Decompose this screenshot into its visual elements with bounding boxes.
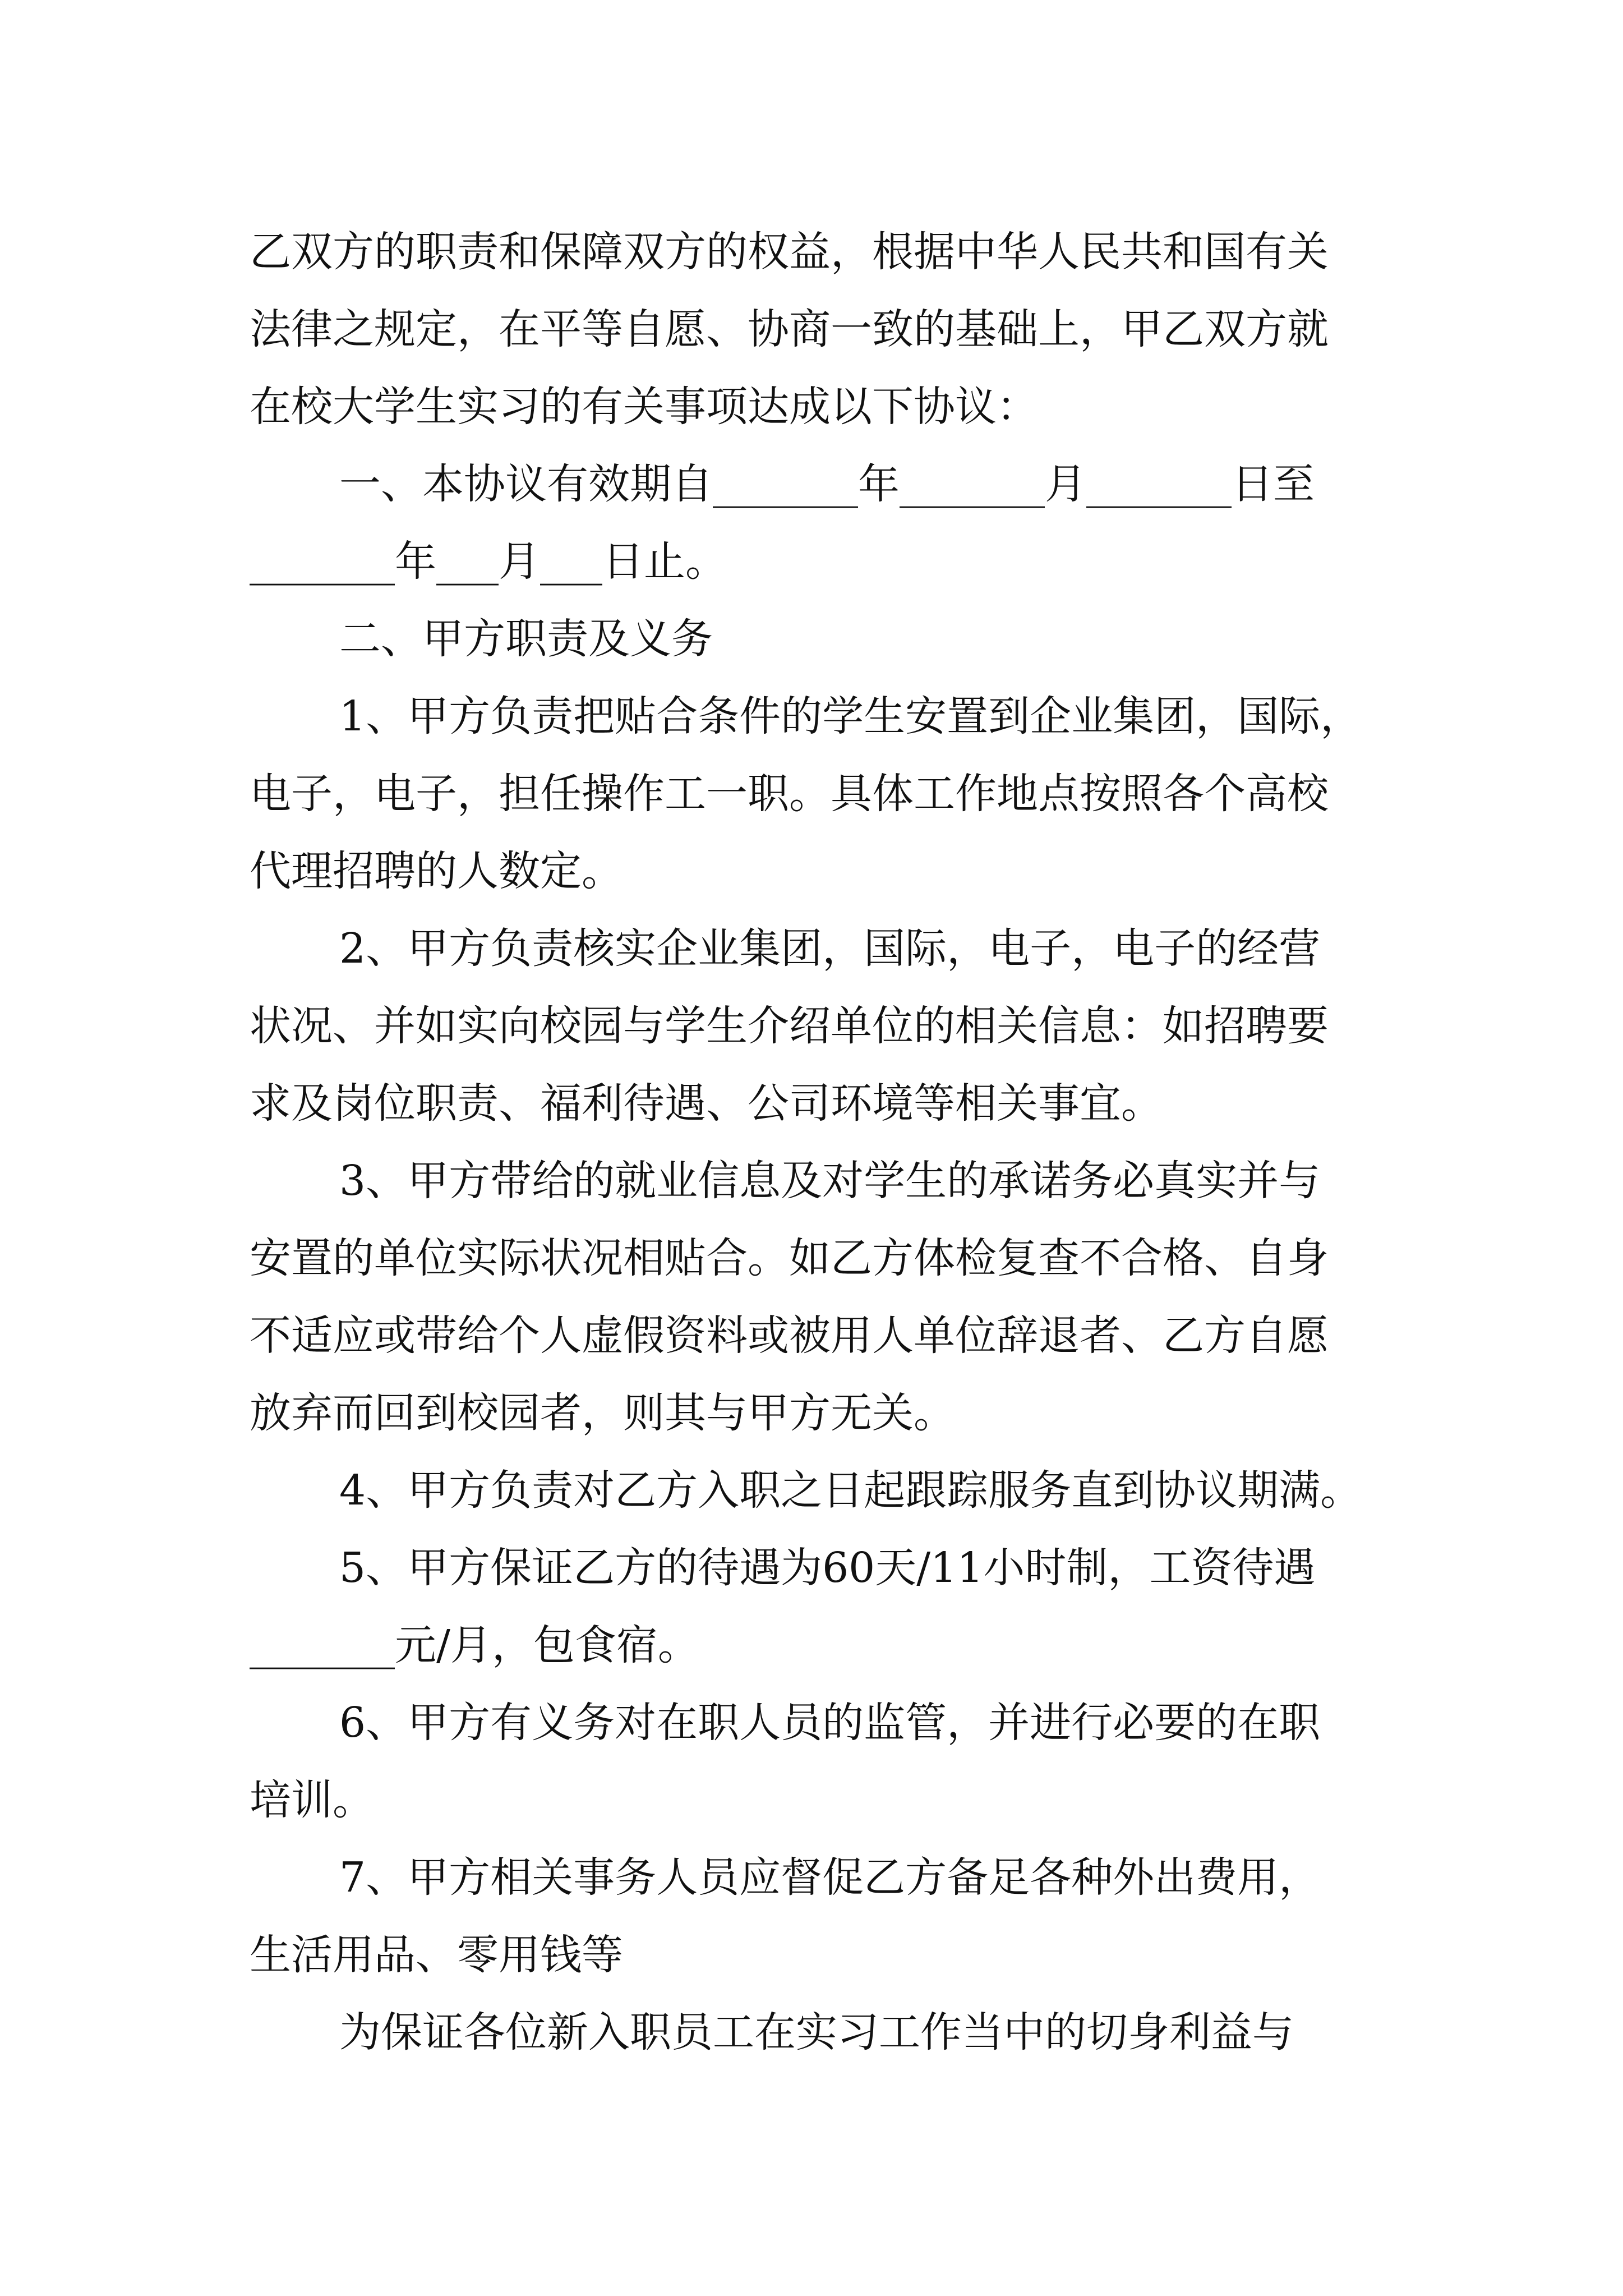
text-line: 为保证各位新入职员工在实习工作当中的切身利益与 (339, 2008, 1294, 2056)
text-line: 生活用品、零用钱等 (250, 1931, 623, 1979)
text-line: 不适应或带给个人虚假资料或被用人单位辞退者、乙方自愿 (250, 1312, 1329, 1360)
text-line: 培训。 (250, 1776, 374, 1824)
text-line: _______年___月___日止。 (250, 537, 727, 586)
text-line: 状况、并如实向校园与学生介绍单位的相关信息：如招聘要 (250, 1002, 1329, 1050)
text-line: 7、甲方相关事务人员应督促乙方备足各种外出费用， (339, 1853, 1321, 1902)
text-line: 一、本协议有效期自_______年_______月_______日至 (339, 460, 1315, 508)
text-line: 法律之规定，在平等自愿、协商一致的基础上，甲乙双方就 (250, 305, 1329, 353)
section-heading: 二、甲方职责及义务 (339, 615, 713, 663)
document-body (250, 213, 1394, 2071)
text-line: 安置的单位实际状况相贴合。如乙方体检复查不合格、自身 (250, 1234, 1329, 1282)
text-line: 4、甲方负责对乙方入职之日起跟踪服务直到协议期满。 (339, 1466, 1362, 1515)
text-line: 1、甲方负责把贴合条件的学生安置到企业集团，国际， (339, 692, 1362, 740)
text-line: 3、甲方带给的就业信息及对学生的承诺务必真实并与 (339, 1157, 1321, 1205)
text-line: 放弃而回到校园者，则其与甲方无关。 (250, 1389, 955, 1437)
text-line: 求及岗位职责、福利待遇、公司环境等相关事宜。 (250, 1079, 1163, 1128)
text-line: 代理招聘的人数定。 (250, 847, 623, 895)
text-line: _______元/月，包食宿。 (250, 1621, 699, 1669)
text-line: 2、甲方负责核实企业集团，国际，电子，电子的经营 (339, 924, 1321, 973)
text-line: 6、甲方有义务对在职人员的监管，并进行必要的在职 (339, 1699, 1321, 1747)
text-line: 在校大学生实习的有关事项达成以下协议： (250, 383, 1038, 431)
text-line: 5、甲方保证乙方的待遇为60天/11小时制，工资待遇 (339, 1544, 1316, 1592)
text-line: 电子，电子，担任操作工一职。具体工作地点按照各个高校 (250, 770, 1329, 818)
text-line: 乙双方的职责和保障双方的权益，根据中华人民共和国有关 (250, 228, 1329, 276)
